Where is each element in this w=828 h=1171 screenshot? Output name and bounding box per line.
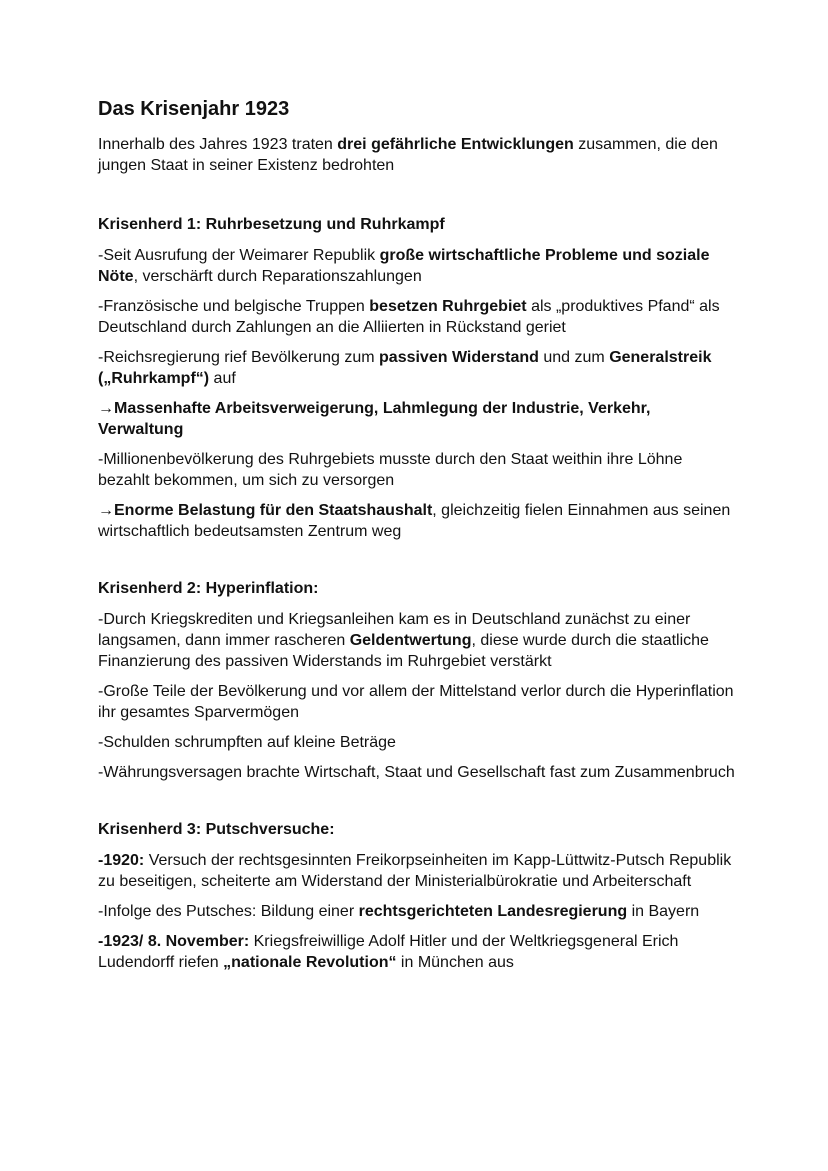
paragraph (98, 609, 738, 672)
emphasis: besetzen Ruhrgebiet (369, 298, 527, 315)
text: -Seit Ausrufung der Weimarer Republik (98, 247, 380, 264)
section-ruhrkampf (98, 214, 738, 542)
paragraph (98, 398, 738, 440)
text: Versuch der rechtsgesinnten Freikorpseinheiten im Kapp-Lüttwitz-Putsch Republik zu beseitigen, scheiterte am Widerstand der Ministerialbürokratie und Arbeiterschaft (98, 852, 732, 890)
page-title: Das Krisenjahr 1923 (98, 98, 290, 120)
text: -Reichsregierung rief Bevölkerung zum (98, 349, 380, 366)
paragraph (98, 347, 738, 389)
emphasis: →Enorme Belastung für den Staatshaushalt (98, 502, 433, 519)
emphasis: passiven Widerstand (379, 349, 539, 366)
text: -Große Teile der Bevölkerung und vor allem der Mittelstand verlor durch die Hyperinflation ihr gesamtes Sparvermögen (98, 683, 734, 721)
text: als „produktives Pfand“ als Deutschland durch Zahlungen an die Alliierten in Rückstand geriet (98, 298, 720, 336)
emphasis: Generalstreik („Ruhrkampf“) (98, 349, 712, 387)
section-heading: Krisenherd 3: Putschversuche: (98, 821, 335, 838)
paragraph (98, 931, 738, 973)
text: -Millionenbevölkerung des Ruhrgebiets musste durch den Staat weithin ihre Löhne bezahlt bekommen, um sich zu versorgen (98, 451, 683, 489)
text: , gleichzeitig fielen Einnahmen aus seinen wirtschaftlich bedeutsamsten Zentrum weg (98, 502, 731, 540)
emphasis: -1923/ 8. November: (98, 933, 250, 950)
emphasis: →Massenhafte Arbeitsverweigerung, Lahmlegung der Industrie, Verkehr, Verwaltung (98, 400, 651, 438)
intro-emphasis: drei gefährliche Entwicklungen (337, 136, 574, 153)
text: auf (209, 370, 236, 387)
paragraph (98, 901, 738, 922)
text: -Schulden schrumpften auf kleine Beträge (98, 734, 396, 751)
text: in Bayern (627, 903, 700, 920)
text: -Infolge des Putsches: Bildung einer (98, 903, 359, 920)
intro-text: zusammen, die den jungen Staat in seiner Existenz bedrohten (98, 136, 718, 174)
text: , diese wurde durch die staatliche Finanzierung des passiven Widerstands im Ruhrgebiet verstärkt (98, 632, 709, 670)
section-hyperinflation (98, 578, 738, 783)
text: in München aus (396, 954, 514, 971)
intro-paragraph (98, 134, 738, 176)
document-page (98, 96, 738, 982)
text: -Französische und belgische Truppen (98, 298, 370, 315)
paragraph (98, 850, 738, 892)
paragraph (98, 245, 738, 287)
paragraph (98, 681, 738, 723)
paragraph (98, 296, 738, 338)
paragraph (98, 732, 738, 753)
emphasis: -1920: (98, 852, 145, 869)
paragraph (98, 762, 738, 783)
text: -Währungsversagen brachte Wirtschaft, Staat und Gesellschaft fast zum Zusammenbruch (98, 764, 735, 781)
text: , verschärft durch Reparationszahlungen (133, 268, 422, 285)
section-putschversuche (98, 819, 738, 973)
section-heading: Krisenherd 1: Ruhrbesetzung und Ruhrkampf (98, 216, 445, 233)
paragraph (98, 500, 738, 542)
emphasis: große wirtschaftliche Probleme und soziale Nöte (98, 247, 710, 285)
text: und zum (538, 349, 610, 366)
text: -Durch Kriegskrediten und Kriegsanleihen kam es in Deutschland zunächst zu einer langsamen, dann immer rascheren (98, 611, 691, 649)
emphasis: „nationale Revolution“ (223, 954, 397, 971)
intro-text: Innerhalb des Jahres 1923 traten (98, 136, 338, 153)
emphasis: rechtsgerichteten Landesregierung (358, 903, 628, 920)
emphasis: Geldentwertung (349, 632, 472, 649)
text: Kriegsfreiwillige Adolf Hitler und der Weltkriegsgeneral Erich Ludendorff riefen (98, 933, 679, 971)
paragraph (98, 449, 738, 491)
section-heading: Krisenherd 2: Hyperinflation: (98, 580, 319, 597)
